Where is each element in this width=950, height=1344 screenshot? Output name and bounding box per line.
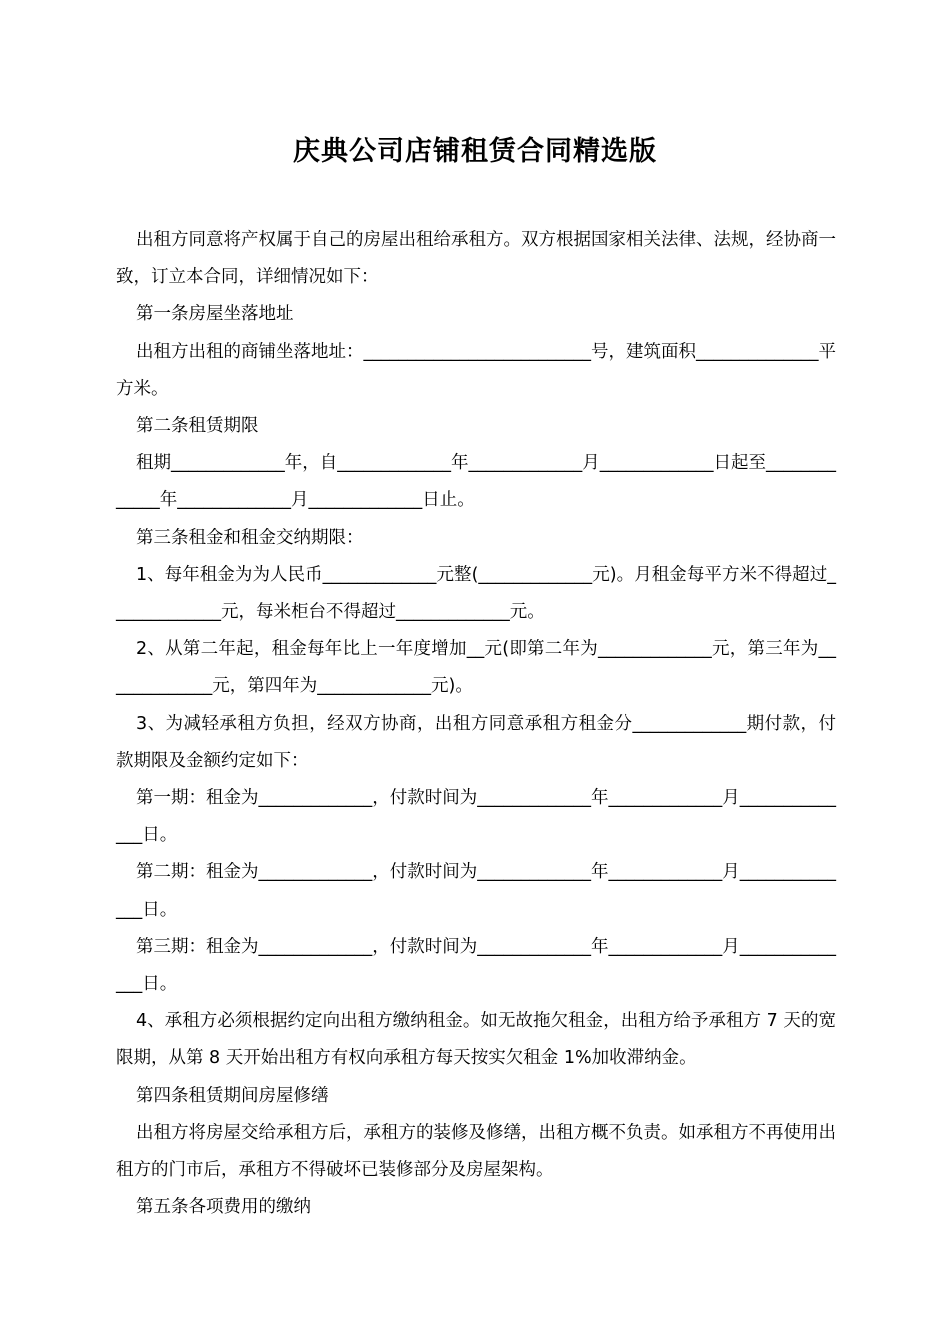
section-heading-3: 第三条租金和租金交纳期限： [136, 527, 364, 548]
section-heading-4: 第四条租赁期间房屋修缮 [136, 1085, 329, 1106]
rent-clause-4: 4、承租方必须根据约定向出租方缴纳租金。如无故拖欠租金，出租方给予承租方 7 天的宽限期，从第 8 天开始出租方有权向承租方每天按实欠租金 1%加收滞纳金。 [116, 1011, 836, 1069]
address-paragraph: 出租方出租的商铺坐落地址：__________________________号，建筑面积______________平方米。 [116, 341, 836, 399]
installment-2: 第二期：租金为_____________，付款时间为_____________年_____________月______________日。 [116, 862, 836, 920]
installment-1: 第一期：租金为_____________，付款时间为_____________年_____________月______________日。 [116, 788, 836, 846]
rent-clause-1: 1、每年租金为为人民币_____________元整(_____________元)。月租金每平方米不得超过_____________元，每米柜台不得超过_____________元。 [116, 564, 836, 623]
section-heading-1: 第一条房屋坐落地址 [136, 304, 294, 325]
section-heading-2: 第二条租赁期限 [136, 416, 259, 437]
rent-clause-3: 3、为减轻承租方负担，经双方协商，出租方同意承租方租金分_____________期付款，付款期限及金额约定如下： [116, 713, 836, 771]
lease-term-paragraph: 租期_____________年，自_____________年_____________月_____________日起至_____________年_____________月_____________日止。 [116, 453, 836, 511]
document-body [116, 222, 836, 1226]
rent-clause-2: 2、从第二年起，租金每年比上一年度增加__元(即第二年为_____________元，第三年为_____________元，第四年为_____________元)。 [116, 639, 836, 697]
document-title: 庆典公司店铺租赁合同精选版 [293, 136, 657, 167]
repair-paragraph: 出租方将房屋交给承租方后，承租方的装修及修缮，出租方概不负责。如承租方不再使用出租方的门市后，承租方不得破坏已装修部分及房屋架构。 [116, 1122, 836, 1181]
installment-3: 第三期：租金为_____________，付款时间为_____________年_____________月______________日。 [116, 936, 836, 995]
section-heading-5: 第五条各项费用的缴纳 [136, 1197, 311, 1218]
intro-paragraph: 出租方同意将产权属于自己的房屋出租给承租方。双方根据国家相关法律、法规，经协商一致，订立本合同，详细情况如下： [116, 230, 836, 288]
